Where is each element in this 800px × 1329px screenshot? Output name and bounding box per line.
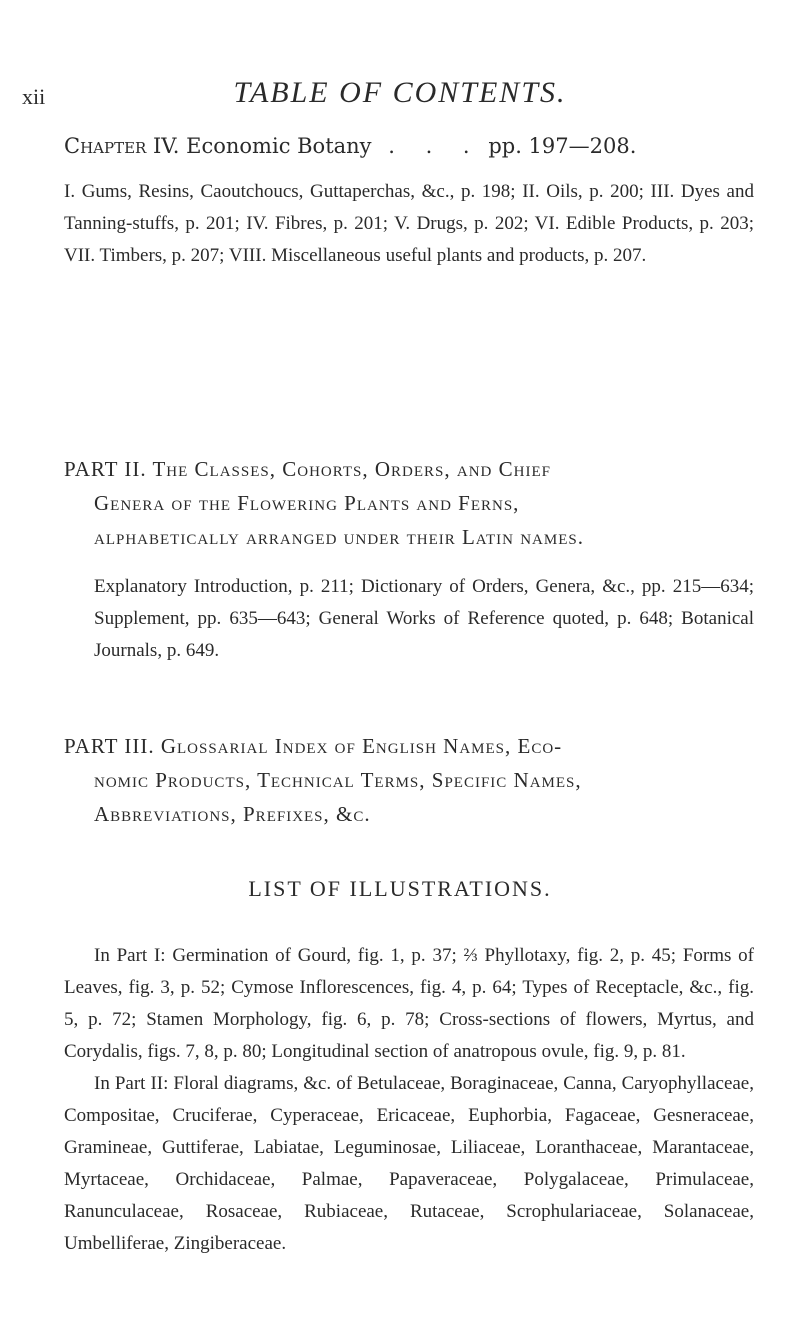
part-2-contents: Explanatory Introduction, p. 211; Dictionary of Orders, Genera, &c., pp. 215—634; Supplement, pp. 635—643; General Works of Reference quoted, p. 648; Botanical Journals, p. 649.	[94, 576, 754, 661]
chapter-label: Chapter IV.	[64, 134, 180, 158]
chapter-pages: pp. 197—208.	[488, 134, 637, 158]
part-3-heading	[64, 729, 769, 831]
leader-dots: . . .	[388, 134, 482, 158]
part-2-heading-line-3: alphabetically arranged under their Latin names.	[94, 525, 584, 549]
part-3-heading-line-3: Abbreviations, Prefixes, &c.	[94, 802, 371, 826]
page-number: xii	[22, 84, 46, 109]
illustrations-part-1: In Part I: Germination of Gourd, fig. 1, p. 37; ⅔ Phyllotaxy, fig. 2, p. 45; Forms of Leaves, fig. 3, p. 52; Cymose Inflorescences, fig. 4, p. 64; Types of Receptacle, &c., fig. 5, p. 72; Stamen Morphology, fig. 6, p. 78; Cross-sections of flowers, Myrtus, and Corydalis, figs. 7, 8, p. 80; Longitudinal section of anatropous ovule, fig. 9, p. 81.	[64, 945, 754, 1062]
running-title: TABLE OF CONTENTS.	[233, 76, 567, 109]
illustrations-title: LIST OF ILLUSTRATIONS.	[248, 876, 552, 901]
page-header	[0, 62, 800, 112]
illustrations-list	[64, 940, 754, 1260]
illustrations-part-2: In Part II: Floral diagrams, &c. of Betulaceae, Boraginaceae, Canna, Caryophyllaceae, Compositae, Cruciferae, Cyperaceae, Ericaceae, Euphorbia, Fagaceae, Gesneraceae, Gramineae, Guttiferae, Labiatae, Leguminosae, Liliaceae, Loranthaceae, Marantaceae, Myrtaceae, Orchidaceae, Palmae, Papaveraceae, Polygalaceae, Primulaceae, Ranunculaceae, Rosaceae, Rubiaceae, Rutaceae, Scrophulariaceae, Solanaceae, Umbelliferae, Zingiberaceae.	[64, 1073, 754, 1254]
chapter-title: Economic Botany	[186, 134, 372, 158]
part-3-heading-line-1: PART III. Glossarial Index of English Names, Eco-	[64, 734, 563, 758]
part-2-heading	[64, 452, 769, 554]
chapter-4-heading	[64, 134, 754, 158]
chapter-4-contents: I. Gums, Resins, Caoutchoucs, Guttaperchas, &c., p. 198; II. Oils, p. 200; III. Dyes and Tanning-stuffs, p. 201; IV. Fibres, p. 201; V. Drugs, p. 202; VI. Edible Products, p. 203; VII. Timbers, p. 207; VIII. Miscellaneous useful plants and products, p. 207.	[64, 181, 754, 266]
part-3-heading-line-2: nomic Products, Technical Terms, Specific Names,	[94, 768, 582, 792]
part-2-heading-line-1: PART II. The Classes, Cohorts, Orders, and Chief	[64, 457, 551, 481]
part-2-heading-line-2: Genera of the Flowering Plants and Ferns,	[94, 491, 520, 515]
